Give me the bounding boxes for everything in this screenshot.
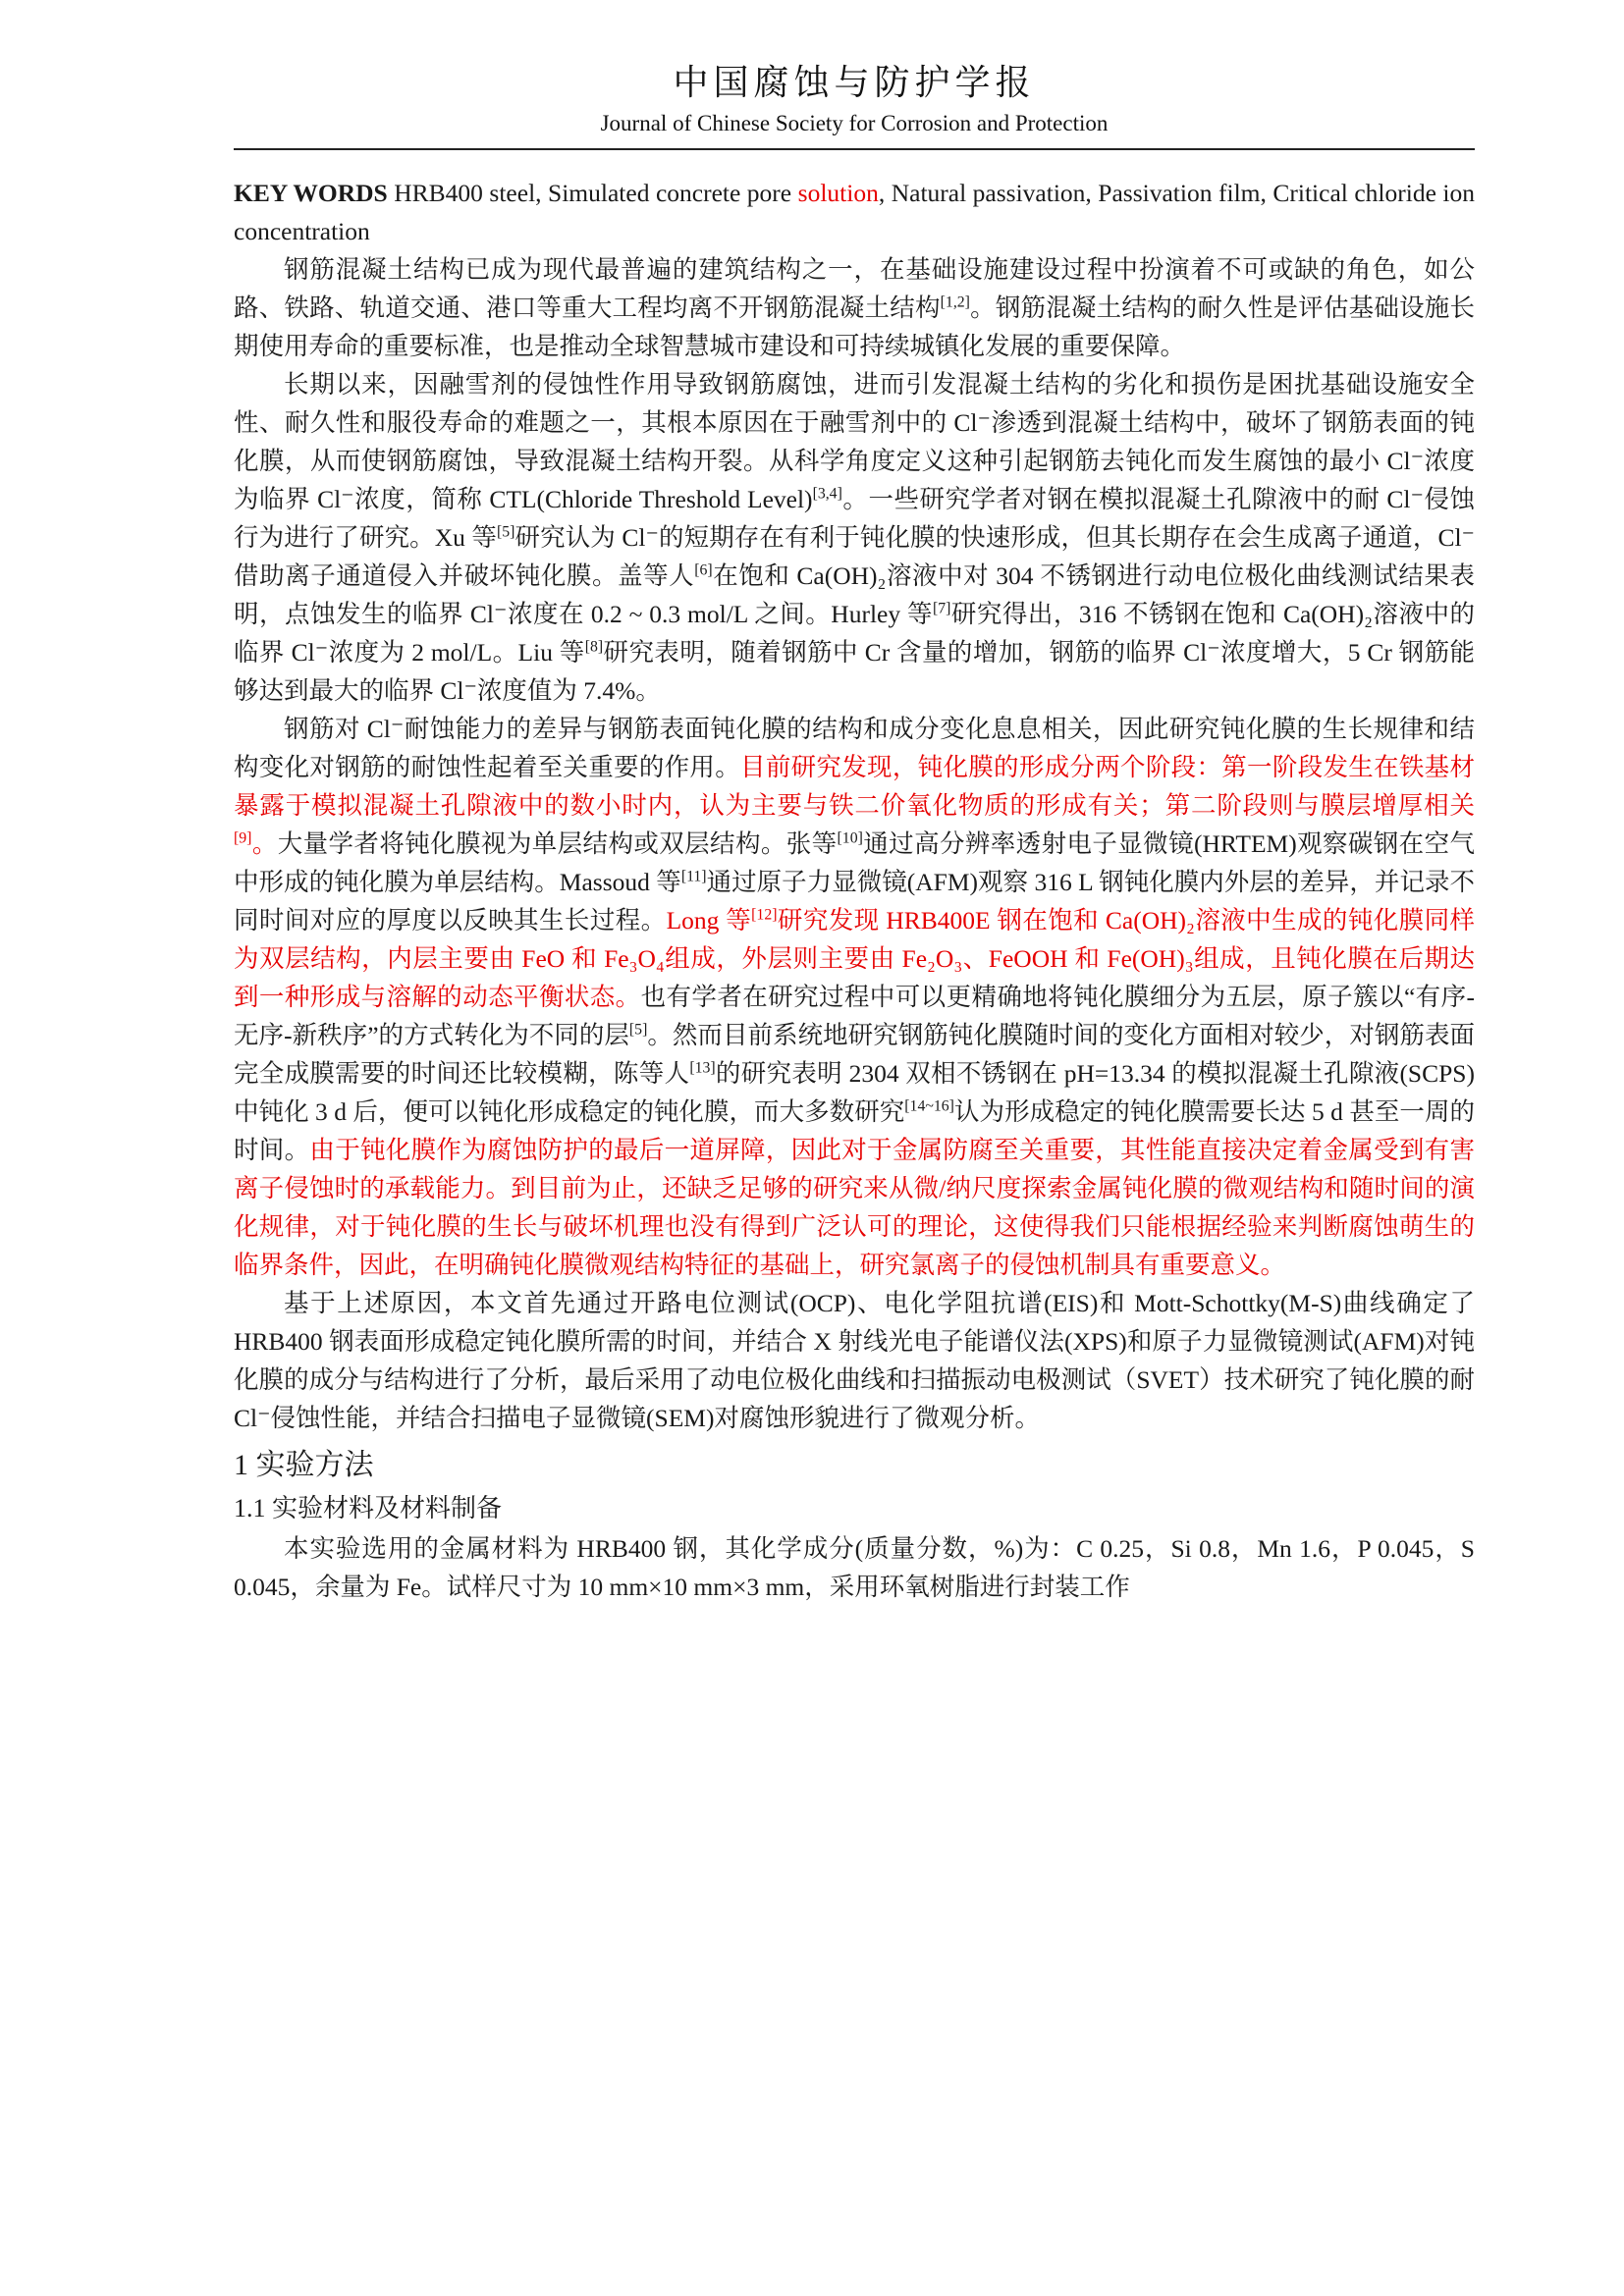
- text-run: 。钢筋混凝土结构的耐久性是评估基础设施长期使用寿命的重要标准，也是推动全球智慧城市建设和可持续城镇化发展的重要保障。: [234, 294, 1475, 360]
- text-run: 也有学者在研究过程中可以更精确地将钝化膜细分为五层，原子簇以“有序-无序-新秩序”的方式转化为不同的层: [234, 983, 1475, 1049]
- text-run: 通过原子力显微镜(AFM)观察 316 L 钢钝化膜内外层的差异，并记录不同时间对应的厚度以反映其生长过程。: [234, 868, 1476, 934]
- citation-ref: [5]: [628, 1021, 648, 1039]
- citation-ref: [11]: [680, 868, 707, 885]
- subsection-heading: [234, 1488, 1475, 1529]
- text-run: 。然而目前系统地研究钢筋钝化膜随时间的变化方面相对较少，对钢筋表面完全成膜需要的时间还比较模糊，陈等人: [234, 1021, 1475, 1088]
- text-run: Long 等: [666, 906, 752, 934]
- text-run: , Natural passivation, Passivation film, Critical chloride ion concentration: [234, 179, 1475, 245]
- text-run: 通过高分辨率透射电子显微镜(HRTEM)观察碳钢在空气中形成的钝化膜为单层结构。Massoud 等: [234, 829, 1475, 896]
- text-run: 。: [251, 829, 278, 858]
- text-run: 钢筋对 Cl⁻耐蚀能力的差异与钢筋表面钝化膜的结构和成分变化息息相关，因此研究钝化膜的生长规律和结构变化对钢筋的耐蚀性起着至关重要的作用。: [234, 715, 1475, 781]
- text-run: 研究得出，316 不锈钢在饱和 Ca(OH)₂溶液中的临界 Cl⁻浓度为 2 mol/L。Liu 等: [234, 600, 1475, 667]
- text-run: 认为形成稳定的钝化膜需要长达 5 d 甚至一周的时间。: [234, 1097, 1475, 1164]
- citation-ref: [6]: [694, 561, 713, 579]
- paragraph: [234, 1284, 1475, 1437]
- journal-title-cn: 中国腐蚀与防护学报: [673, 63, 1036, 102]
- article-body: [234, 174, 1475, 1606]
- header-rule: [234, 148, 1475, 150]
- text-run: 目前研究发现，钝化膜的形成分两个阶段：第一阶段发生在铁基材暴露于模拟混凝土孔隙液中的数小时内，认为主要与铁二价氧化物质的形成有关；第二阶段则与膜层增厚相关: [234, 753, 1475, 820]
- text-run: 的研究表明 2304 双相不锈钢在 pH=13.34 的模拟混凝土孔隙液(SCPS)中钝化 3 d 后，便可以钝化形成稳定的钝化膜，而大多数研究: [234, 1059, 1475, 1126]
- paragraph: [234, 174, 1475, 250]
- citation-ref: [13]: [689, 1059, 716, 1077]
- text-run: 。一些研究学者对钢在模拟混凝土孔隙液中的耐 Cl⁻侵蚀行为进行了研究。Xu 等: [234, 485, 1475, 552]
- paragraph: [234, 365, 1475, 710]
- text-run: solution: [797, 179, 879, 207]
- citation-ref: [5]: [497, 523, 515, 541]
- text-run: 钢筋混凝土结构已成为现代最普遍的建筑结构之一，在基础设施建设过程中扮演着不可或缺的角色，如公路、铁路、轨道交通、港口等重大工程均离不开钢筋混凝土结构: [234, 255, 1475, 322]
- section-heading: [234, 1443, 1475, 1488]
- citation-ref: [14~16]: [904, 1097, 954, 1115]
- citation-ref: [7]: [932, 600, 951, 617]
- text-run: 大量学者将钝化膜视为单层结构或双层结构。张等: [277, 829, 838, 858]
- citation-ref: [8]: [584, 638, 604, 656]
- text-run: 研究认为 Cl⁻的短期存在有利于钝化膜的快速形成，但其长期存在会生成离子通道，Cl⁻借助离子通道侵入并破坏钝化膜。盖等人: [234, 523, 1476, 590]
- text-run: 研究发现 HRB400E 钢在饱和 Ca(OH)₂溶液中生成的钝化膜同样为双层结构，内层主要由 FeO 和 Fe₃O₄组成，外层则主要由 Fe₂O₃、FeOOH 和 Fe(OH)₃组成，且钝化膜在后期达到一种形成与溶解的动态平衡状态。: [234, 906, 1475, 1011]
- citation-ref: [9]: [234, 829, 252, 847]
- text-run: 基于上述原因，本文首先通过开路电位测试(OCP)、电化学阻抗谱(EIS)和 Mott-Schottky(M-S)曲线确定了 HRB400 钢表面形成稳定钝化膜所需的时间，并结合 X 射线光电子能谱仪法(XPS)和原子力显微镜测试(AFM)对钝化膜的成分与结构进行了分析，最后采用了动电位极化曲线和扫描振动电极测试（SVET）技术研究了钝化膜的耐 Cl⁻侵蚀性能，并结合扫描电子显微镜(SEM)对腐蚀形貌进行了微观分析。: [234, 1289, 1475, 1432]
- text-run: 由于钝化膜作为腐蚀防护的最后一道屏障，因此对于金属防腐至关重要，其性能直接决定着金属受到有害离子侵蚀时的承载能力。到目前为止，还缺乏足够的研究来从微/纳尺度探索金属钝化膜的微观结构和随时间的演化规律，对于钝化膜的生长与破坏机理也没有得到广泛认可的理论，这使得我们只能根据经验来判断腐蚀萌生的临界条件，因此，在明确钝化膜微观结构特征的基础上，研究氯离子的侵蚀机制具有重要意义。: [234, 1136, 1475, 1279]
- citation-ref: [3,4]: [812, 485, 842, 503]
- journal-title-en: Journal of Chinese Society for Corrosion and Protection: [600, 111, 1109, 135]
- text-run: HRB400 steel, Simulated concrete pore: [387, 179, 798, 207]
- text-run: 1 实验方法: [234, 1449, 374, 1481]
- citation-ref: [10]: [837, 829, 863, 847]
- paragraph: [234, 1529, 1475, 1606]
- text-run: 研究表明，随着钢筋中 Cr 含量的增加，钢筋的临界 Cl⁻浓度增大，5 Cr 钢筋能够达到最大的临界 Cl⁻浓度值为 7.4%。: [234, 638, 1476, 705]
- text-run: KEY WORDS: [234, 179, 388, 207]
- journal-header: [234, 55, 1475, 150]
- paragraph: [234, 250, 1475, 365]
- paragraph: [234, 710, 1475, 1284]
- text-run: 本实验选用的金属材料为 HRB400 钢，其化学成分(质量分数，%)为：C 0.25，Si 0.8，Mn 1.6，P 0.045，S 0.045，余量为 Fe。试样尺寸为 10 mm×10 mm×3 mm，采用环氧树脂进行封装工作: [234, 1534, 1475, 1601]
- text-run: 长期以来，因融雪剂的侵蚀性作用导致钢筋腐蚀，进而引发混凝土结构的劣化和损伤是困扰基础设施安全性、耐久性和服役寿命的难题之一，其根本原因在于融雪剂中的 Cl⁻渗透到混凝土结构中，破坏了钢筋表面的钝化膜，从而使钢筋腐蚀，导致混凝土结构开裂。从科学角度定义这种引起钢筋去钝化而发生腐蚀的最小 Cl⁻浓度为临界 Cl⁻浓度，简称 CTL(Chloride Threshold Level): [234, 370, 1475, 513]
- text-run: 在饱和 Ca(OH)₂溶液中对 304 不锈钢进行动电位极化曲线测试结果表明，点蚀发生的临界 Cl⁻浓度在 0.2 ~ 0.3 mol/L 之间。Hurley 等: [234, 561, 1475, 628]
- citation-ref: [12]: [751, 906, 778, 924]
- text-run: 1.1 实验材料及材料制备: [234, 1494, 503, 1522]
- citation-ref: [1,2]: [940, 294, 970, 311]
